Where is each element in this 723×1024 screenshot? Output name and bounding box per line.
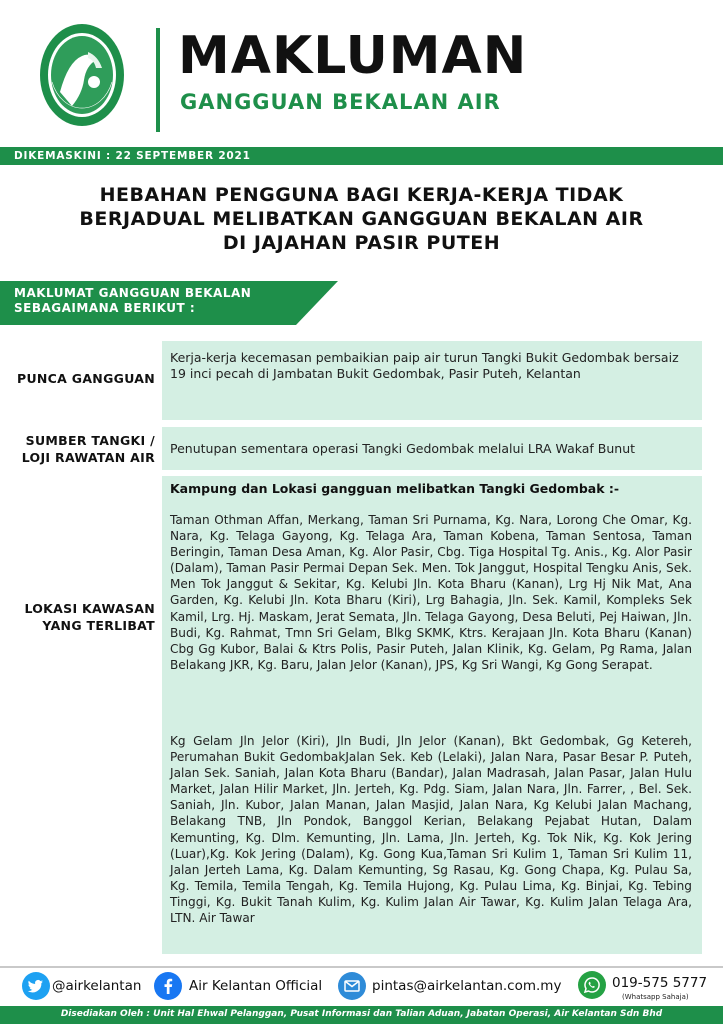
headline-line: HEBAHAN PENGGUNA BAGI KERJA-KERJA TIDAK — [99, 184, 624, 206]
sumber-label-line: LOJI RAWATAN AIR — [21, 450, 155, 465]
punca-label: PUNCA GANGGUAN — [17, 371, 155, 386]
header-divider — [156, 28, 160, 132]
section-heading-line: SEBAGAIMANA BERIKUT : — [14, 301, 196, 315]
lokasi-paragraph: Kg Gelam Jln Jelor (Kiri), Jln Budi, Jln Jelor (Kanan), Bkt Gedombak, Gg Ketereh, Perumahan Bukit GedombakJalan Sek. Keb (Lelaki), Jalan Nara, Pasar Besar P. Puteh, Jalan Sek. Saniah, Jalan Kota Bharu (Bandar), Jalan Madrasah, Jalan Pasar, Jalan Hulu Market, Jalan Hilir Market, Jln. Jerteh, Kg. Pdg. Siam, Jalan Nara, Jln. Farrer, , Bel. Sek. Saniah, Jln. Kubor, Jalan Manan, Jalan Masjid, Jalan Nara, Kg Kelubi Jalan Machang, Belakang TNB, Jln Pondok, Banggol Kerian, Belakang Pejabat Hutan, Dalam Kemunting, Kg. Dlm. Kemunting, Jln. Lama, Jln. Jerteh, Kg. Tok Nik, Kg. Kok Jering (Luar),Kg. Kok Jering (Dalam), Kg. Gong Kua,Taman Sri Kulim 1, Taman Sri Kulim 11, Jalan Jerteh Lama, Kg. Dalam Kemunting, Sg Rasau, Kg. Gong Chapa, Kg. Pulau Sa, Kg. Temila, Temila Tengah, Kg. Temila Hujong, Kg. Pulau Lima, Kg. Binjai, Kg. Tebing Tinggi, Kg. Bukit Tanah Kulim, Kg. Kulim Jalan Air Tawar, Kg. Kulim Jalan Telaga Ara, LTN. Air Tawar — [170, 734, 692, 926]
headline-line: DI JAJAHAN PASIR PUTEH — [222, 232, 501, 254]
page-subtitle: GANGGUAN BEKALAN AIR — [180, 90, 501, 114]
lokasi-paragraph: Taman Othman Affan, Merkang, Taman Sri Purnama, Kg. Nara, Lorong Che Omar, Kg. Nara, Kg. Telaga Gayong, Kg. Telaga Ara, Taman Kobena, Taman Sentosa, Taman Beringin, Taman Desa Aman, Kg. Alor Pasir, Cbg. Tiga Hospital Tg. Anis., Kg. Alor Pasir (Dalam), Taman Pasir Permai Depan Sek. Men. Tok Janggut, Hospital Tengku Anis, Sek. Men Tok Janggut & Sekitar, Kg. Kelubi Jln. Kota Bharu (Kanan), Lrg Hj Nik Mat, Ana Garden, Kg. Kelubi Jln. Kota Bharu (Kiri), Lrg Bahagia, Jln. Sek. Kamil, Kompleks Sek Kamil, Lrg. Hj. Maskam, Jerat Semata, Jln. Telaga Gayong, Desa Beluti, Pej Haiwan, Jln. Budi, Kg. Rahmat, Tmn Sri Gelam, Blkg SKMK, Ktrs. Kerajaan Jln. Kota Bharu (Kanan) Cbg Gg Kubor, Balai & Ktrs Polis, Pasir Puteh, Jalan Klinik, Kg. Gelam, Pg Rama, Jalan Belakang JKR, Kg. Baru, Jalan Jelor (Kanan), JPS, Kg Sri Wangi, Kg Gong Serapat. — [170, 513, 692, 672]
prepared-by: Disediakan Oleh : Unit Hal Ehwal Pelanggan, Pusat Informasi dan Talian Aduan, Jabatan Operasi, Air Kelantan Sdn Bhd — [60, 1009, 663, 1019]
whatsapp-number[interactable]: 019-575 5777 — [612, 975, 708, 991]
sumber-text: Penutupan sementara operasi Tangki Gedombak melalui LRA Wakaf Bunut — [170, 441, 636, 456]
email-icon[interactable] — [338, 972, 366, 1000]
facebook-icon[interactable] — [154, 972, 182, 1000]
section-heading-line: MAKLUMAT GANGGUAN BEKALAN — [14, 286, 252, 300]
section-heading — [14, 286, 251, 316]
headline — [40, 183, 683, 255]
footer-divider — [0, 966, 723, 968]
lokasi-title: Kampung dan Lokasi gangguan melibatkan Tangki Gedombak :- — [170, 481, 620, 496]
whatsapp-note: (Whatsapp Sahaja) — [622, 993, 689, 1001]
lokasi-label-line: LOKASI KAWASAN — [24, 601, 155, 616]
headline-line: BERJADUAL MELIBATKAN GANGGUAN BEKALAN AIR — [79, 208, 644, 230]
updated-date: DIKEMASKINI : 22 SEPTEMBER 2021 — [14, 150, 251, 162]
lokasi-label — [10, 600, 155, 634]
page-title: MAKLUMAN — [178, 26, 528, 86]
whatsapp-icon[interactable] — [578, 971, 606, 999]
sumber-label — [10, 432, 155, 466]
twitter-handle[interactable]: @airkelantan — [52, 978, 142, 994]
twitter-icon[interactable] — [22, 972, 50, 1000]
facebook-page[interactable]: Air Kelantan Official — [189, 978, 323, 994]
email-address[interactable]: pintas@airkelantan.com.my — [372, 978, 562, 994]
air-kelantan-logo — [38, 22, 126, 128]
punca-text: Kerja-kerja kecemasan pembaikian paip air turun Tangki Bukit Gedombak bersaiz 19 inci pecah di Jambatan Bukit Gedombak, Pasir Puteh, Kelantan — [170, 350, 679, 381]
lokasi-label-line: YANG TERLIBAT — [42, 618, 155, 633]
sumber-label-line: SUMBER TANGKI / — [25, 433, 155, 448]
